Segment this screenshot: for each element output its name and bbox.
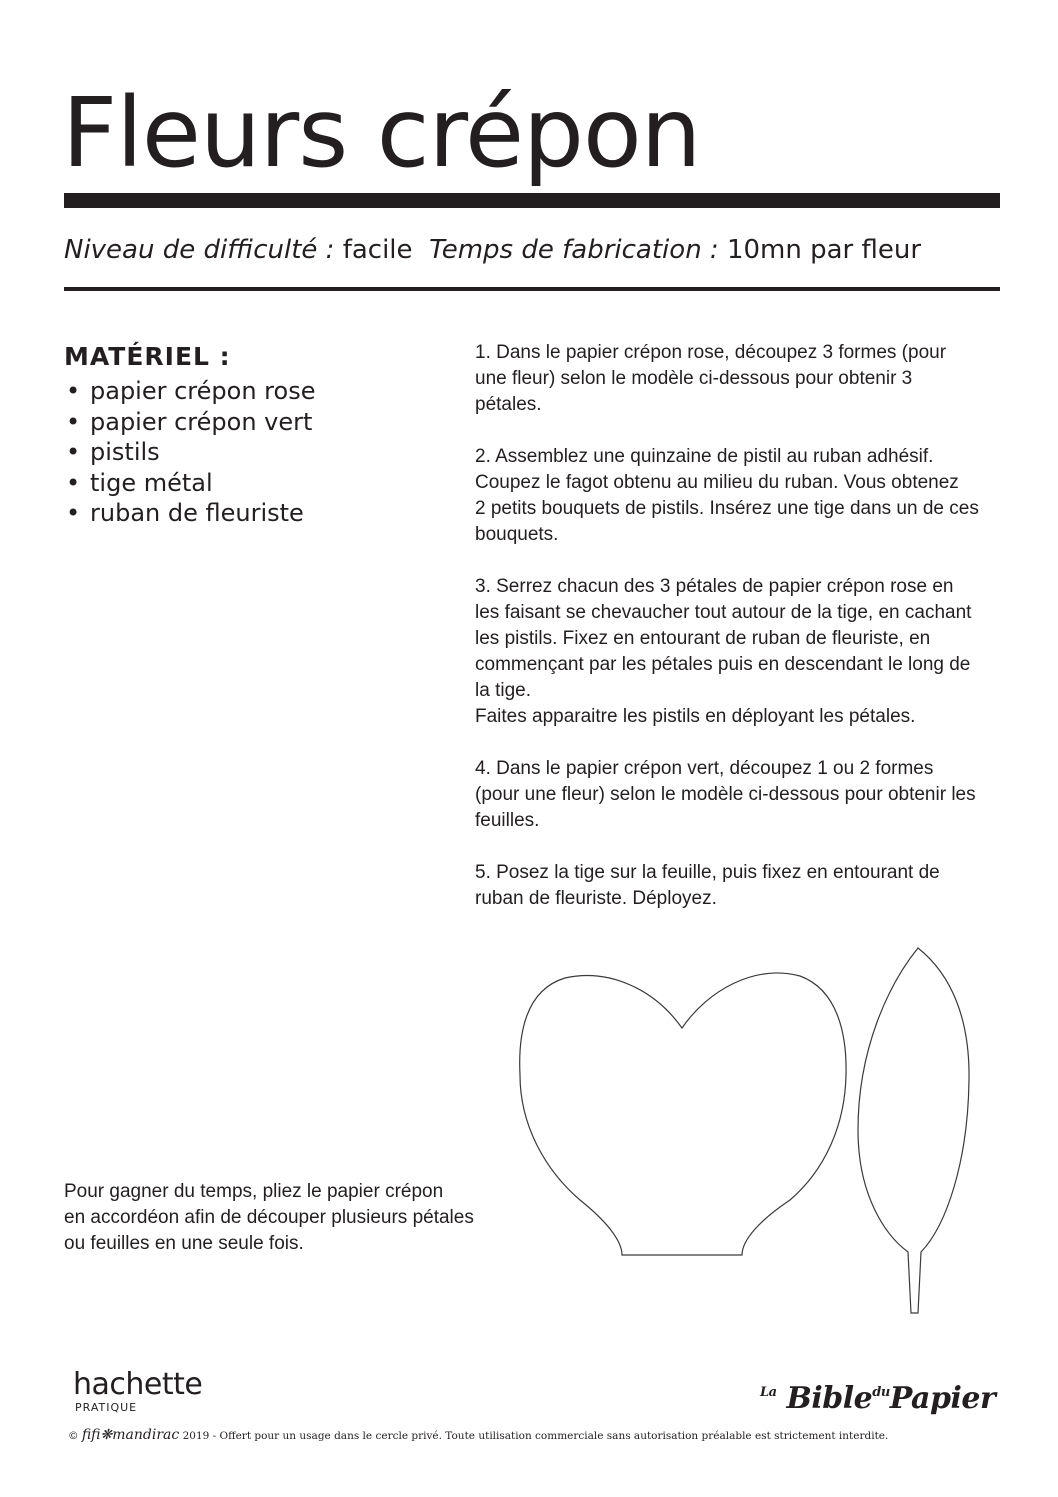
star-icon: ❋ [100, 1427, 113, 1443]
logo-text: La [760, 1385, 777, 1400]
publisher-name: hachette [73, 1367, 203, 1402]
bullet: • [66, 438, 81, 466]
title-divider [64, 193, 1000, 208]
leaf-template [858, 948, 969, 1313]
step-line: 2 petits bouquets de pistils. Insérez une tige dans un de ces [475, 498, 979, 519]
publisher-sub: PRATIQUE [75, 1401, 138, 1414]
difficulty-value: facile [342, 235, 413, 265]
materials-list [64, 376, 444, 529]
step-line: commençant par les pétales puis en descendant le long de [475, 654, 971, 675]
step-line: Coupez le fagot obtenu au milieu du ruban. Vous obtenez [475, 472, 959, 493]
page-title: Fleurs crépon [62, 77, 701, 189]
step-line: la tige. [475, 680, 531, 701]
step-line: pétales. [475, 394, 542, 415]
bullet: • [66, 468, 81, 497]
material-item [64, 376, 444, 407]
meta-divider [64, 287, 1000, 291]
step-line: 4. Dans le papier crépon vert, découpez 1 ou 2 formes [475, 758, 934, 779]
material-label: papier crépon vert [90, 407, 313, 436]
bullet: • [66, 377, 81, 405]
bullet: • [66, 407, 81, 436]
bible-du-papier-logo [760, 1373, 995, 1419]
tip-line: ou feuilles en une seule fois. [64, 1233, 304, 1254]
material-item [64, 498, 444, 529]
step-line: feuilles. [475, 810, 540, 831]
step-line: une fleur) selon le modèle ci-dessous pour obtenir 3 [475, 368, 913, 389]
material-item [64, 407, 444, 438]
step-4 [475, 756, 1035, 834]
hachette-logo [73, 1368, 202, 1414]
logo-text: Papier [889, 1381, 996, 1416]
time-value: 10mn par fleur [726, 235, 922, 265]
material-label: ruban de fleuriste [90, 499, 304, 527]
petal-template [520, 973, 846, 1255]
step-line: 2. Assemblez une quinzaine de pistil au ruban adhésif. [475, 446, 934, 467]
step-1 [475, 340, 1035, 418]
material-item [64, 437, 444, 468]
footer-notice [68, 1427, 888, 1444]
time-label: Temps de fabrication : [429, 235, 719, 265]
logo-text: Bible [786, 1381, 873, 1416]
difficulty-label: Niveau de difficulté : [64, 235, 335, 265]
step-line: les faisant se chevaucher tout autour de la tige, en cachant [475, 602, 972, 623]
copyright-symbol: © [68, 1430, 79, 1442]
step-line: 5. Posez la tige sur la feuille, puis fixez en entourant de [475, 862, 940, 883]
step-line: Faites apparaitre les pistils en déployant les pétales. [475, 706, 916, 727]
footer-text: 2019 - Offert pour un usage dans le cercle privé. Toute utilisation commerciale sans autorisation préalable est strictement interdite. [182, 1430, 889, 1442]
step-line: ruban de fleuriste. Déployez. [475, 888, 717, 909]
logo-text: du [872, 1385, 890, 1400]
step-line: (pour une fleur) selon le modèle ci-dessous pour obtenir les [475, 784, 976, 805]
material-label: papier crépon rose [90, 377, 316, 405]
difficulty-time-line [64, 232, 921, 268]
brand-name: fifi [81, 1427, 101, 1443]
tip-line: Pour gagner du temps, pliez le papier crépon [64, 1181, 444, 1202]
step-3 [475, 574, 1035, 730]
tip-note [64, 1179, 534, 1257]
materials-section [64, 340, 444, 529]
instructions [475, 340, 1035, 938]
material-item [64, 468, 444, 499]
tip-line: en accordéon afin de découper plusieurs pétales [64, 1207, 474, 1228]
brand-name: mandirac [112, 1427, 180, 1443]
materials-heading: MATÉRIEL : [64, 342, 231, 371]
step-line: les pistils. Fixez en entourant de ruban de fleuriste, en [475, 628, 931, 649]
step-5 [475, 860, 1035, 912]
material-label: pistils [90, 438, 160, 466]
step-2 [475, 444, 1035, 548]
step-line: 1. Dans le papier crépon rose, découpez 3 formes (pour [475, 342, 947, 363]
step-line: bouquets. [475, 524, 559, 545]
bullet: • [66, 499, 81, 527]
step-line: 3. Serrez chacun des 3 pétales de papier crépon rose en [475, 576, 954, 597]
material-label: tige métal [90, 468, 213, 497]
